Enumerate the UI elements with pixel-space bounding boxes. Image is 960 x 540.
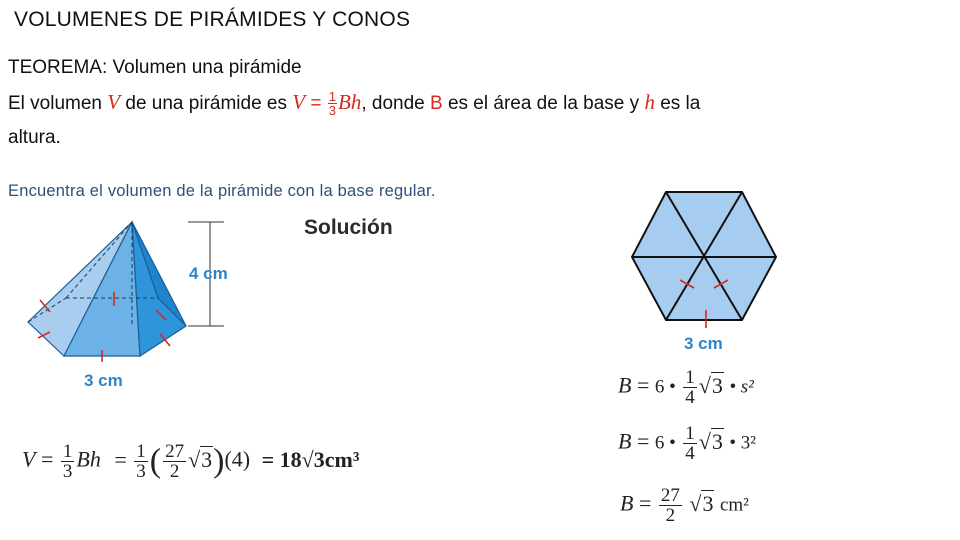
- hexagon-base-figure: [628, 188, 780, 330]
- height-variable: h: [644, 90, 655, 114]
- area-step-3: [620, 486, 749, 525]
- pyramid-base-label: 3 cm: [84, 371, 123, 390]
- hexagon-side-label: 3 cm: [684, 334, 723, 353]
- eq-sqrt: √3: [188, 446, 213, 472]
- area-step-2: [618, 424, 756, 463]
- area-denominator: 2: [665, 505, 676, 526]
- theorem-text: es el área de la base y: [442, 93, 645, 114]
- area-step-1: [618, 368, 754, 407]
- eq-numerator: 1: [62, 441, 73, 462]
- solution-heading: Solución: [304, 216, 393, 239]
- area-sqrt: √3: [698, 428, 723, 454]
- area-coefficient: 6 •: [654, 432, 676, 454]
- area-numerator: 1: [685, 367, 695, 388]
- formula-v: V: [292, 90, 306, 114]
- area-sqrt: √3: [698, 372, 723, 398]
- area-radicand: 3: [711, 372, 723, 398]
- area-coefficient: 6 •: [654, 376, 676, 398]
- eq-bh: Bh: [76, 446, 101, 472]
- fraction-numerator: 1: [328, 89, 336, 105]
- formula-fraction: [328, 90, 337, 117]
- area-tail: • 3²: [729, 432, 756, 454]
- exercise-prompt: Encuentra el volumen de la pirámide con la base regular.: [8, 182, 436, 200]
- area-numerator: 1: [685, 423, 695, 444]
- theorem-text: El volumen: [8, 93, 108, 114]
- eq-fraction-one-third: [134, 442, 148, 481]
- theorem-text: es la: [654, 93, 701, 114]
- eq-fraction-27-halves: [163, 442, 186, 481]
- area-equals: =: [636, 428, 650, 454]
- area-lhs: B: [618, 428, 632, 454]
- area-radicand: 3: [711, 428, 723, 454]
- eq-denominator: 3: [62, 461, 73, 482]
- area-lhs: B: [620, 490, 634, 516]
- eq-height-factor: (4): [224, 446, 251, 472]
- eq-numerator: 27: [165, 441, 185, 462]
- eq-v: V: [22, 446, 36, 472]
- area-denominator: 4: [685, 387, 695, 408]
- base-variable: B: [430, 93, 443, 114]
- area-fraction: [683, 424, 697, 463]
- hexagonal-pyramid-figure: [20, 214, 240, 364]
- area-denominator: 4: [685, 443, 695, 464]
- theorem-text: , donde: [361, 93, 430, 114]
- area-tail: • s²: [729, 376, 754, 398]
- area-radicand: 3: [702, 490, 714, 516]
- eq-denominator: 3: [136, 461, 146, 482]
- area-numerator: 27: [660, 485, 680, 506]
- theorem-statement: [8, 90, 700, 117]
- volume-variable: V: [107, 90, 121, 114]
- area-tail: cm²: [719, 494, 749, 516]
- area-sqrt: √3: [689, 490, 714, 516]
- formula-bh: Bh: [338, 90, 362, 114]
- formula-equals: =: [305, 93, 327, 114]
- eq-fraction-one-third: [61, 442, 75, 481]
- page-title: VOLUMENES DE PIRÁMIDES Y CONOS: [14, 8, 411, 31]
- eq-equals: =: [40, 446, 54, 472]
- fraction-denominator: 3: [328, 103, 336, 119]
- eq-radicand: 3: [201, 446, 213, 472]
- area-fraction: [683, 368, 697, 407]
- eq-denominator: 2: [169, 461, 180, 482]
- area-lhs: B: [618, 372, 632, 398]
- theorem-text: de una pirámide es: [120, 93, 293, 114]
- theorem-line-2: altura.: [8, 127, 61, 148]
- area-equals: =: [636, 372, 650, 398]
- eq-equals: =: [114, 446, 127, 472]
- area-equals: =: [638, 490, 652, 516]
- volume-equation: V = $\frac{1}{3}$ Bh = $\frac{1}{3}$ ( $\frac{27}{2}$ √3)(4) = 18√3cm³: [22, 441, 360, 482]
- theorem-heading: TEOREMA: Volumen una pirámide: [8, 57, 302, 78]
- volume-result: = 18√3cm³: [261, 446, 360, 472]
- eq-numerator: 1: [136, 441, 146, 462]
- area-fraction: [659, 486, 682, 525]
- pyramid-height-label: 4 cm: [189, 264, 228, 283]
